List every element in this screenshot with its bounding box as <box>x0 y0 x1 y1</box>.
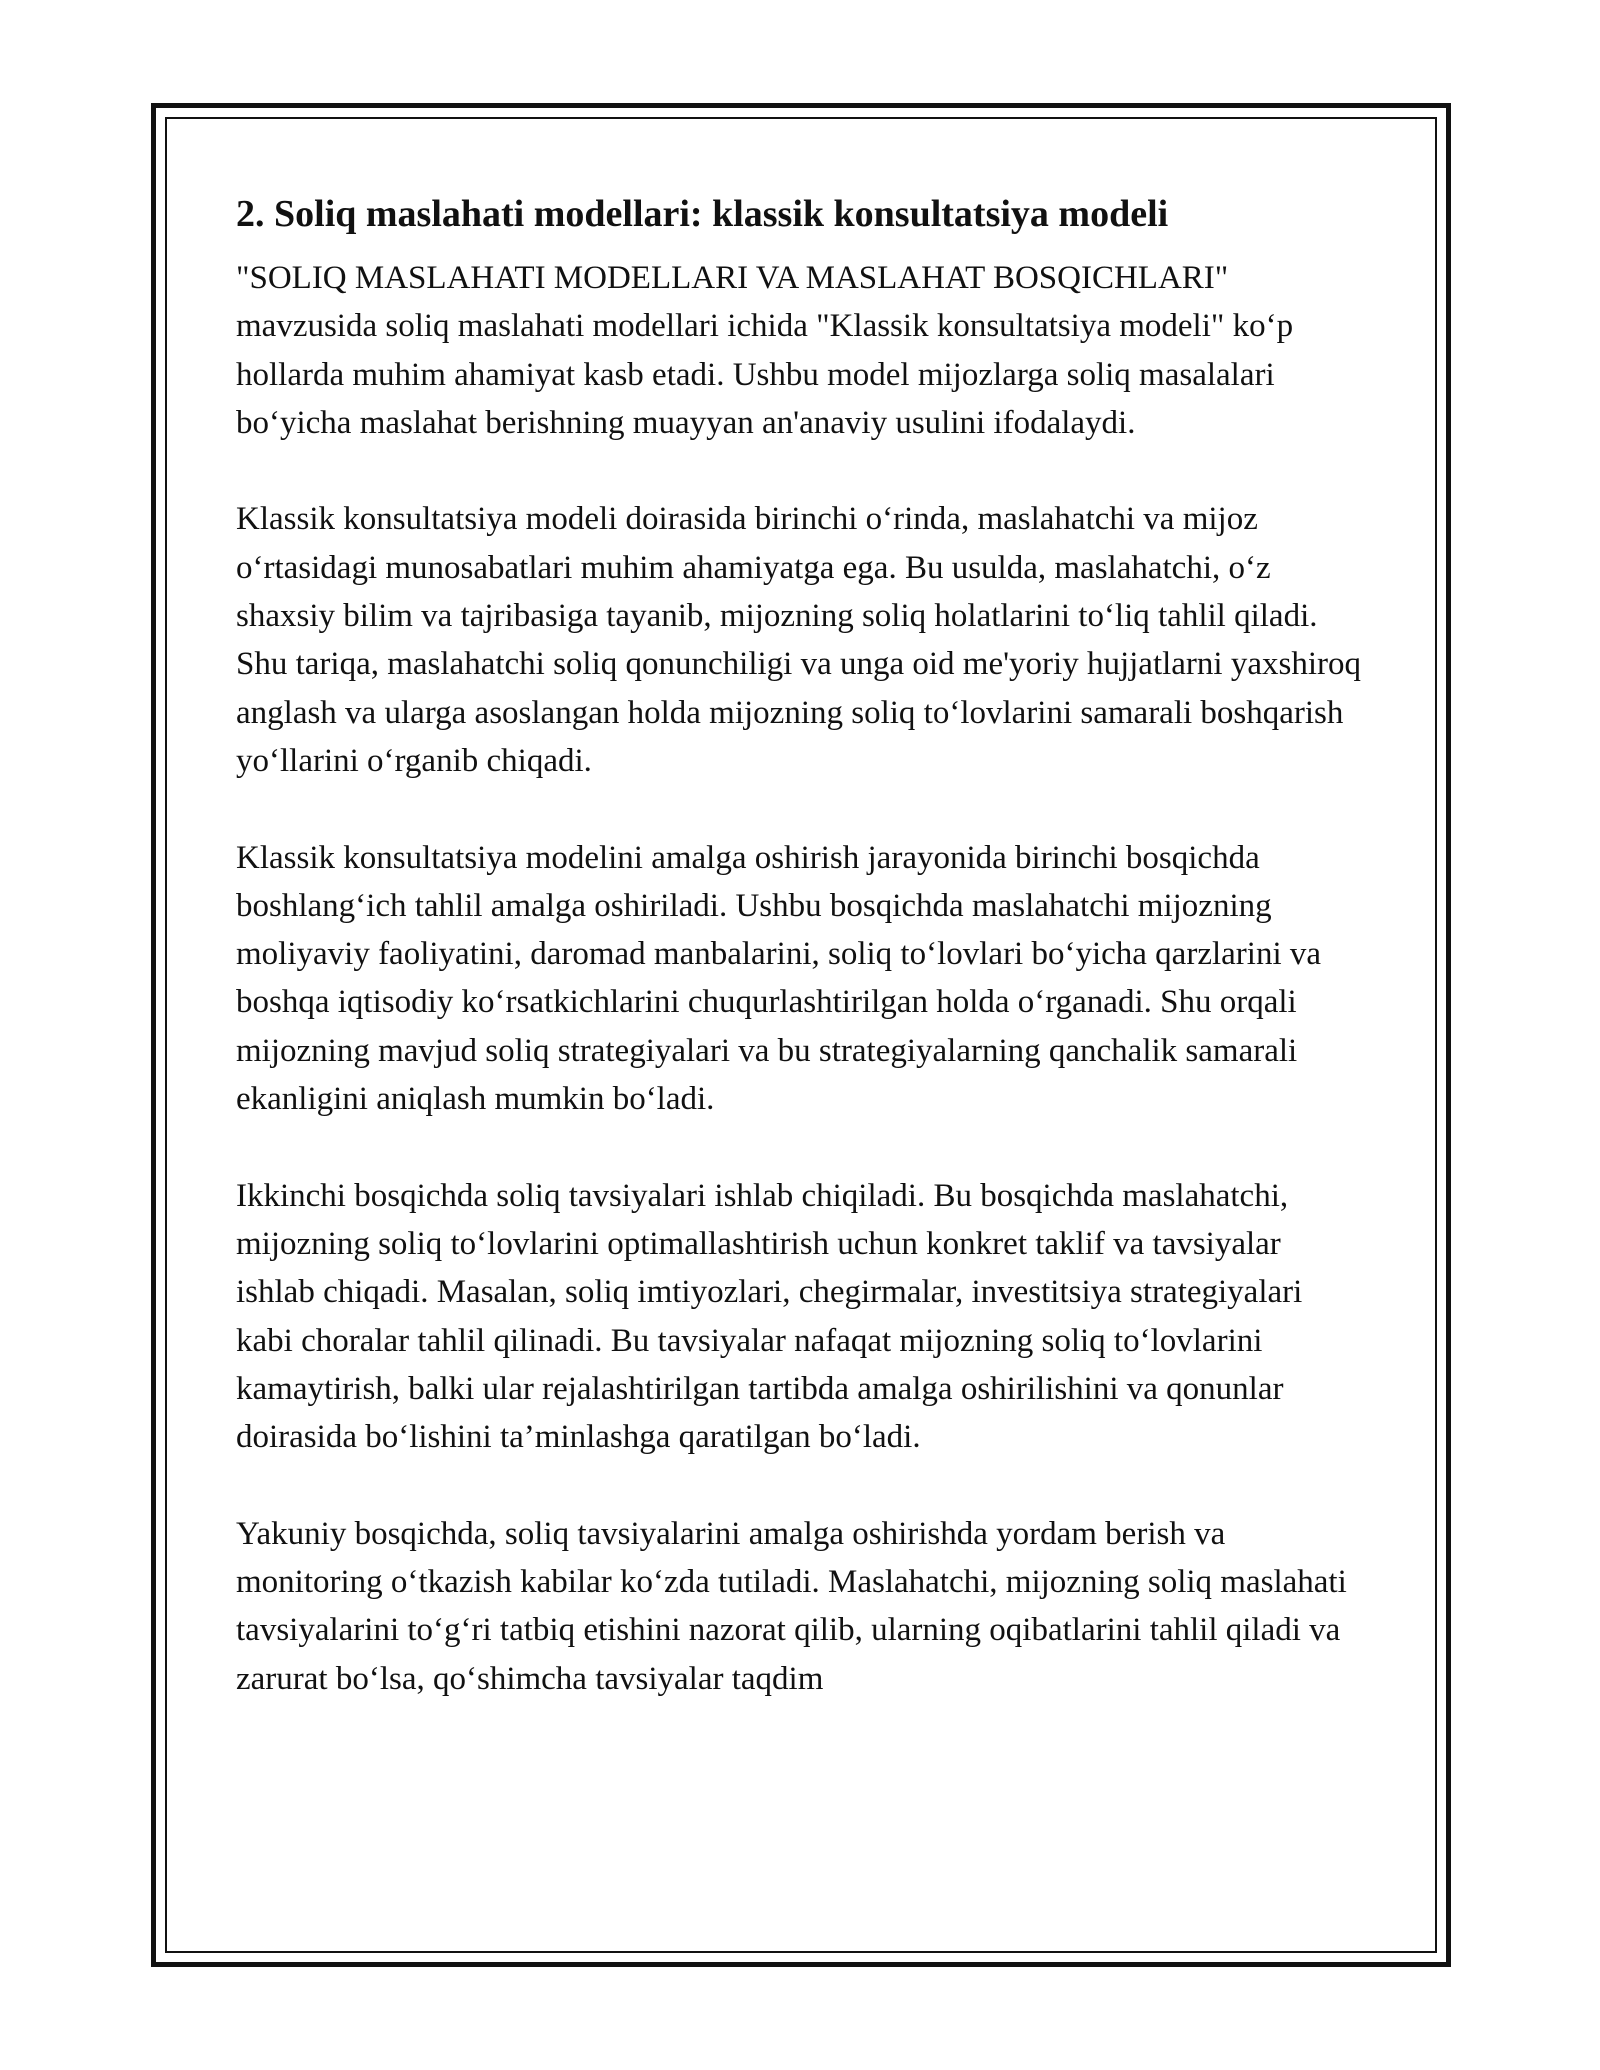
paragraph-final-stage: Yakuniy bosqichda, soliq tavsiyalarini amalga oshirishda yordam berish va monitoring o‘tkazish kabilar ko‘zda tutiladi. Maslahatchi, mijozning soliq maslahati tavsiyalarini to‘g‘ri tatbiq etishini nazorat qilib, ularning oqibatlarini tahlil qiladi va zarurat bo‘lsa, qo‘shimcha tavsiyalar taqdim <box>236 1515 1347 1697</box>
paragraph-relationship: Klassik konsultatsiya modeli doirasida birinchi o‘rinda, maslahatchi va mijoz o‘rtasidagi munosabatlari muhim ahamiyatga ega. Bu usulda, maslahatchi, o‘z shaxsiy bilim va tajribasiga tayanib, mijozning soliq holatlarini to‘liq tahlil qiladi. Shu tariqa, maslahatchi soliq qonunchiligi va unga oid me'yoriy hujjatlarni yaxshiroq anglash va ularga asoslangan holda mijozning soliq to‘lovlarini samarali boshqarish yo‘llarini o‘rganib chiqadi. <box>236 501 1361 779</box>
document-body <box>236 188 1366 1703</box>
paragraph-second-stage: Ikkinchi bosqichda soliq tavsiyalari ishlab chiqiladi. Bu bosqichda maslahatchi, mijozning soliq to‘lovlarini optimallashtirish uchun konkret taklif va tavsiyalar ishlab chiqadi. Masalan, soliq imtiyozlari, chegirmalar, investitsiya strategiyalari kabi choralar tahlil qilinadi. Bu tavsiyalar nafaqat mijozning soliq to‘lovlarini kamaytirish, balki ular rejalashtirilgan tartibda amalga oshirilishini va qonunlar doirasida bo‘lishini ta’minlashga qaratilgan bo‘ladi. <box>236 1177 1303 1456</box>
section-heading: 2. Soliq maslahati modellari: klassik konsultatsiya modeli <box>236 193 1169 235</box>
paragraph-intro: "SOLIQ MASLAHATI MODELLARI VA MASLAHAT BOSQICHLARI" mavzusida soliq maslahati modellari ichida "Klassik konsultatsiya modeli" ko‘p hollarda muhim ahamiyat kasb etadi. Ushbu model mijozlarga soliq masalalari bo‘yicha maslahat berishning muayyan an'anaviy usulini ifodalaydi. <box>236 260 1294 441</box>
paragraph-first-stage: Klassik konsultatsiya modelini amalga oshirish jarayonida birinchi bosqichda boshlang‘ich tahlil amalga oshiriladi. Ushbu bosqichda maslahatchi mijozning moliyaviy faoliyatini, daromad manbalarini, soliq to‘lovlari bo‘yicha qarzlarini va boshqa iqtisodiy ko‘rsatkichlarini chuqurlashtirilgan holda o‘rganadi. Shu orqali mijozning mavjud soliq strategiyalari va bu strategiyalarning qanchalik samarali ekanligini aniqlash mumkin bo‘ladi. <box>236 839 1322 1118</box>
